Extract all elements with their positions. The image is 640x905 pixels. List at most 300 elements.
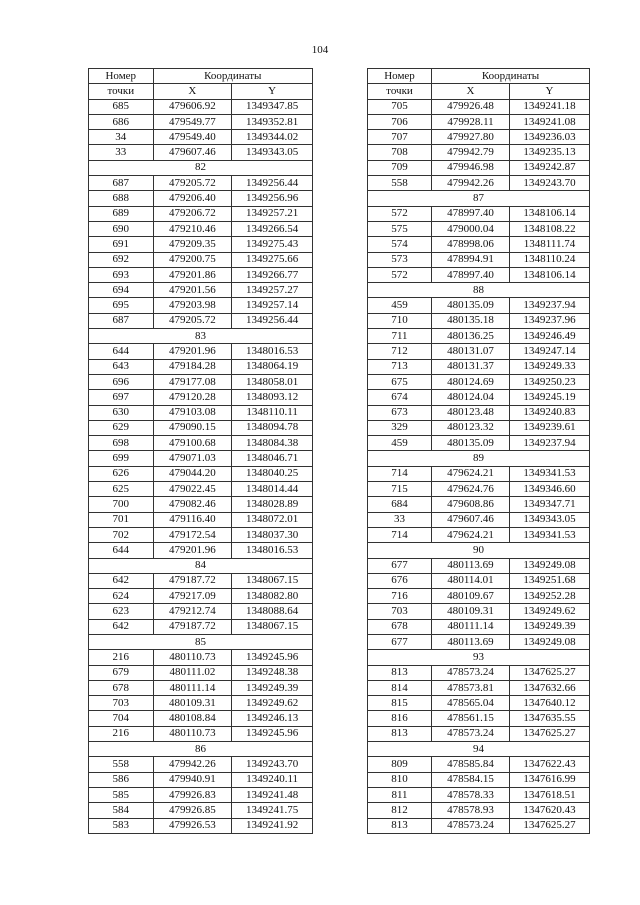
point-number-cell: 625	[89, 482, 154, 497]
point-number-cell: 677	[368, 634, 432, 649]
y-cell: 1349235.13	[510, 145, 590, 160]
point-number-cell: 675	[368, 374, 432, 389]
point-number-cell: 459	[368, 436, 432, 451]
table-row	[368, 558, 590, 573]
group-number: 82	[89, 160, 313, 175]
y-cell: 1349245.19	[510, 390, 590, 405]
table-row	[89, 237, 313, 252]
x-cell: 478997.40	[432, 206, 510, 221]
point-number-cell: 695	[89, 298, 154, 313]
y-cell: 1349249.62	[232, 696, 313, 711]
y-cell: 1349257.14	[232, 298, 313, 313]
x-cell: 479187.72	[153, 573, 232, 588]
group-number: 83	[89, 329, 313, 344]
x-cell: 480109.31	[153, 696, 232, 711]
table-row	[89, 420, 313, 435]
table-row	[89, 711, 313, 726]
point-number-cell: 689	[89, 206, 154, 221]
table-row	[89, 145, 313, 160]
table-row	[89, 573, 313, 588]
x-cell: 478578.33	[432, 787, 510, 802]
x-cell: 480114.01	[432, 573, 510, 588]
x-cell: 479607.46	[432, 512, 510, 527]
table-row	[89, 589, 313, 604]
group-header-row	[368, 191, 590, 206]
x-cell: 480131.07	[432, 344, 510, 359]
group-header-row	[368, 742, 590, 757]
table-row	[89, 726, 313, 741]
y-cell: 1349236.03	[510, 130, 590, 145]
y-cell: 1348016.53	[232, 344, 313, 359]
point-number-cell: 706	[368, 114, 432, 129]
x-cell: 479942.79	[432, 145, 510, 160]
x-cell: 480135.09	[432, 436, 510, 451]
table-row	[368, 99, 590, 114]
point-number-cell: 710	[368, 313, 432, 328]
x-cell: 479624.21	[432, 527, 510, 542]
table-row	[89, 267, 313, 282]
table-row	[89, 543, 313, 558]
group-number: 86	[89, 742, 313, 757]
point-number-cell: 572	[368, 267, 432, 282]
x-cell: 478573.24	[432, 726, 510, 741]
coordinates-header: Координаты	[432, 69, 590, 84]
table-row	[368, 329, 590, 344]
y-cell: 1347625.27	[510, 818, 590, 833]
x-cell: 479184.28	[153, 359, 232, 374]
point-number-cell: 813	[368, 726, 432, 741]
y-cell: 1348106.14	[510, 267, 590, 282]
x-cell: 479942.26	[432, 176, 510, 191]
y-cell: 1349241.75	[232, 803, 313, 818]
x-cell: 479200.75	[153, 252, 232, 267]
table-row	[89, 680, 313, 695]
point-number-cell: 642	[89, 573, 154, 588]
point-number-cell: 678	[368, 619, 432, 634]
table-row	[89, 696, 313, 711]
point-number-cell: 811	[368, 787, 432, 802]
y-cell: 1349249.62	[510, 604, 590, 619]
y-cell: 1348040.25	[232, 466, 313, 481]
table-row	[368, 252, 590, 267]
x-cell: 480111.14	[432, 619, 510, 634]
x-cell: 480123.32	[432, 420, 510, 435]
point-number-cell: 809	[368, 757, 432, 772]
y-cell: 1349249.08	[510, 634, 590, 649]
table-row	[368, 497, 590, 512]
y-cell: 1348094.78	[232, 420, 313, 435]
y-cell: 1348093.12	[232, 390, 313, 405]
table-row	[89, 130, 313, 145]
y-cell: 1347618.51	[510, 787, 590, 802]
group-header-row	[89, 160, 313, 175]
x-cell: 479926.53	[153, 818, 232, 833]
x-cell: 479942.26	[153, 757, 232, 772]
y-cell: 1347625.27	[510, 726, 590, 741]
y-cell: 1348014.44	[232, 482, 313, 497]
table-row	[368, 665, 590, 680]
x-cell: 478997.40	[432, 267, 510, 282]
group-header-row	[368, 283, 590, 298]
x-cell: 479205.72	[153, 176, 232, 191]
y-cell: 1349343.05	[510, 512, 590, 527]
point-number-cell: 33	[368, 512, 432, 527]
point-number-cell: 687	[89, 176, 154, 191]
table-row	[368, 344, 590, 359]
point-number-cell: 694	[89, 283, 154, 298]
table-row	[89, 390, 313, 405]
y-cell: 1348016.53	[232, 543, 313, 558]
x-cell: 479103.08	[153, 405, 232, 420]
point-number-cell: 677	[368, 558, 432, 573]
y-cell: 1348082.80	[232, 589, 313, 604]
x-cell: 479946.98	[432, 160, 510, 175]
table-row	[89, 451, 313, 466]
point-number-cell: 686	[89, 114, 154, 129]
table-row	[89, 787, 313, 802]
point-number-cell: 699	[89, 451, 154, 466]
point-number-cell: 585	[89, 787, 154, 802]
y-cell: 1348067.15	[232, 573, 313, 588]
y-header: Y	[510, 84, 590, 99]
table-row	[89, 99, 313, 114]
x-cell: 478994.91	[432, 252, 510, 267]
y-cell: 1349241.08	[510, 114, 590, 129]
table-row	[89, 298, 313, 313]
table-row	[89, 512, 313, 527]
table-row	[368, 237, 590, 252]
x-cell: 479624.76	[432, 482, 510, 497]
point-number-cell: 679	[89, 665, 154, 680]
y-cell: 1349246.49	[510, 329, 590, 344]
x-cell: 479206.40	[153, 191, 232, 206]
point-number-cell: 584	[89, 803, 154, 818]
x-cell: 479082.46	[153, 497, 232, 512]
point-number-cell: 700	[89, 497, 154, 512]
y-cell: 1349249.39	[510, 619, 590, 634]
x-cell: 480113.69	[432, 634, 510, 649]
table-row	[368, 527, 590, 542]
y-cell: 1349239.61	[510, 420, 590, 435]
table-row	[368, 160, 590, 175]
point-number-cell: 707	[368, 130, 432, 145]
point-number-cell: 558	[368, 176, 432, 191]
y-cell: 1349248.38	[232, 665, 313, 680]
y-cell: 1349346.60	[510, 482, 590, 497]
x-cell: 479926.48	[432, 99, 510, 114]
table-row	[89, 803, 313, 818]
table-row	[89, 772, 313, 787]
y-cell: 1349237.94	[510, 298, 590, 313]
table-row	[89, 344, 313, 359]
y-cell: 1349266.54	[232, 221, 313, 236]
x-cell: 478565.04	[432, 696, 510, 711]
point-number-cell: 216	[89, 726, 154, 741]
table-row	[368, 482, 590, 497]
x-cell: 478578.93	[432, 803, 510, 818]
y-cell: 1348088.64	[232, 604, 313, 619]
point-number-cell: 703	[368, 604, 432, 619]
group-number: 90	[368, 543, 590, 558]
y-cell: 1349240.83	[510, 405, 590, 420]
table-row	[368, 206, 590, 221]
point-number-cell: 676	[368, 573, 432, 588]
x-cell: 479203.98	[153, 298, 232, 313]
table-row	[368, 726, 590, 741]
x-cell: 480123.48	[432, 405, 510, 420]
table-row	[368, 772, 590, 787]
y-cell: 1349266.77	[232, 267, 313, 282]
point-number-header: Номер	[368, 69, 432, 84]
y-cell: 1348110.11	[232, 405, 313, 420]
y-cell: 1348110.24	[510, 252, 590, 267]
point-number-cell: 716	[368, 589, 432, 604]
y-cell: 1348111.74	[510, 237, 590, 252]
point-number-cell: 814	[368, 680, 432, 695]
y-cell: 1348067.15	[232, 619, 313, 634]
table-row	[368, 221, 590, 236]
table-row	[89, 665, 313, 680]
point-number-cell: 644	[89, 543, 154, 558]
table-row	[368, 298, 590, 313]
y-cell: 1348064.19	[232, 359, 313, 374]
y-header: Y	[232, 84, 313, 99]
point-number-cell: 558	[89, 757, 154, 772]
point-number-cell: 626	[89, 466, 154, 481]
x-cell: 479926.85	[153, 803, 232, 818]
group-number: 88	[368, 283, 590, 298]
table-row	[368, 604, 590, 619]
point-number-cell: 812	[368, 803, 432, 818]
x-cell: 479624.21	[432, 466, 510, 481]
x-cell: 478585.84	[432, 757, 510, 772]
x-cell: 479187.72	[153, 619, 232, 634]
y-cell: 1347625.27	[510, 665, 590, 680]
point-number-cell: 685	[89, 99, 154, 114]
y-cell: 1349347.85	[232, 99, 313, 114]
group-number: 85	[89, 634, 313, 649]
y-cell: 1349341.53	[510, 527, 590, 542]
table-row	[89, 283, 313, 298]
point-number-cell: 709	[368, 160, 432, 175]
y-cell: 1349246.13	[232, 711, 313, 726]
table-row	[89, 313, 313, 328]
y-cell: 1347616.99	[510, 772, 590, 787]
x-cell: 479201.56	[153, 283, 232, 298]
table-row	[368, 589, 590, 604]
x-cell: 480109.31	[432, 604, 510, 619]
point-number-cell: 573	[368, 252, 432, 267]
group-number: 87	[368, 191, 590, 206]
point-number-cell: 708	[368, 145, 432, 160]
y-cell: 1349245.96	[232, 726, 313, 741]
y-cell: 1349257.21	[232, 206, 313, 221]
y-cell: 1349247.14	[510, 344, 590, 359]
point-number-cell: 701	[89, 512, 154, 527]
x-cell: 479606.92	[153, 99, 232, 114]
table-row	[368, 130, 590, 145]
table-row	[89, 405, 313, 420]
group-header-row	[368, 543, 590, 558]
y-cell: 1348108.22	[510, 221, 590, 236]
point-number-cell: 704	[89, 711, 154, 726]
y-cell: 1347632.66	[510, 680, 590, 695]
table-row	[368, 145, 590, 160]
x-cell: 479926.83	[153, 787, 232, 802]
y-cell: 1349352.81	[232, 114, 313, 129]
x-cell: 479022.45	[153, 482, 232, 497]
x-cell: 480110.73	[153, 726, 232, 741]
x-cell: 479607.46	[153, 145, 232, 160]
table-row	[368, 696, 590, 711]
point-number-cell: 711	[368, 329, 432, 344]
x-cell: 480110.73	[153, 650, 232, 665]
group-number: 89	[368, 451, 590, 466]
y-cell: 1348072.01	[232, 512, 313, 527]
table-row	[89, 114, 313, 129]
point-number-cell: 684	[368, 497, 432, 512]
x-header: X	[153, 84, 232, 99]
table-row	[368, 619, 590, 634]
y-cell: 1349237.96	[510, 313, 590, 328]
y-cell: 1349240.11	[232, 772, 313, 787]
x-cell: 479940.91	[153, 772, 232, 787]
x-cell: 480131.37	[432, 359, 510, 374]
x-cell: 479116.40	[153, 512, 232, 527]
table-row	[368, 420, 590, 435]
group-number: 94	[368, 742, 590, 757]
y-cell: 1348084.38	[232, 436, 313, 451]
x-cell: 479090.15	[153, 420, 232, 435]
table-row	[89, 619, 313, 634]
y-cell: 1348028.89	[232, 497, 313, 512]
point-number-header: Номер	[89, 69, 154, 84]
table-row	[368, 374, 590, 389]
table-row	[89, 527, 313, 542]
y-cell: 1349347.71	[510, 497, 590, 512]
y-cell: 1347620.43	[510, 803, 590, 818]
x-cell: 479201.86	[153, 267, 232, 282]
x-cell: 479177.08	[153, 374, 232, 389]
point-number-cell: 705	[368, 99, 432, 114]
table-row	[368, 436, 590, 451]
y-cell: 1349251.68	[510, 573, 590, 588]
x-cell: 480135.09	[432, 298, 510, 313]
table-row	[89, 359, 313, 374]
point-number-cell: 687	[89, 313, 154, 328]
table-row	[89, 497, 313, 512]
point-number-cell: 630	[89, 405, 154, 420]
y-cell: 1348037.30	[232, 527, 313, 542]
group-header-row	[89, 742, 313, 757]
group-number: 93	[368, 650, 590, 665]
point-number-cell: 702	[89, 527, 154, 542]
y-cell: 1349249.33	[510, 359, 590, 374]
point-number-cell: 693	[89, 267, 154, 282]
table-row	[368, 803, 590, 818]
table-row	[89, 252, 313, 267]
table-row	[89, 191, 313, 206]
table-row	[368, 634, 590, 649]
y-cell: 1349256.44	[232, 176, 313, 191]
y-cell: 1349245.96	[232, 650, 313, 665]
point-number-cell: 673	[368, 405, 432, 420]
y-cell: 1347635.55	[510, 711, 590, 726]
group-number: 84	[89, 558, 313, 573]
table-row	[368, 313, 590, 328]
table-row	[368, 787, 590, 802]
y-cell: 1349243.70	[510, 176, 590, 191]
table-row	[89, 206, 313, 221]
x-cell: 480111.14	[153, 680, 232, 695]
table-row	[89, 604, 313, 619]
x-cell: 479608.86	[432, 497, 510, 512]
point-number-cell: 329	[368, 420, 432, 435]
point-number-cell: 690	[89, 221, 154, 236]
y-cell: 1349343.05	[232, 145, 313, 160]
x-cell: 479000.04	[432, 221, 510, 236]
point-number-cell: 816	[368, 711, 432, 726]
point-number-cell: 629	[89, 420, 154, 435]
point-number-cell: 714	[368, 527, 432, 542]
y-cell: 1349241.18	[510, 99, 590, 114]
x-cell: 478998.06	[432, 237, 510, 252]
table-row	[89, 818, 313, 833]
point-number-cell: 623	[89, 604, 154, 619]
point-number-cell: 583	[89, 818, 154, 833]
table-row	[89, 757, 313, 772]
x-cell: 479100.68	[153, 436, 232, 451]
group-header-row	[89, 558, 313, 573]
table-row	[368, 818, 590, 833]
table-row	[368, 359, 590, 374]
x-cell: 479172.54	[153, 527, 232, 542]
x-cell: 479927.80	[432, 130, 510, 145]
point-number-cell: 810	[368, 772, 432, 787]
x-cell: 480124.69	[432, 374, 510, 389]
x-cell: 479205.72	[153, 313, 232, 328]
x-cell: 480109.67	[432, 589, 510, 604]
x-cell: 478573.24	[432, 818, 510, 833]
x-cell: 479044.20	[153, 466, 232, 481]
point-number-cell: 713	[368, 359, 432, 374]
page-number: 104	[311, 44, 329, 56]
point-number-cell: 575	[368, 221, 432, 236]
y-cell: 1349341.53	[510, 466, 590, 481]
x-cell: 480113.69	[432, 558, 510, 573]
point-number-cell: 643	[89, 359, 154, 374]
y-cell: 1348046.71	[232, 451, 313, 466]
point-number-header-2: точки	[89, 84, 154, 99]
point-number-cell: 813	[368, 665, 432, 680]
y-cell: 1349275.66	[232, 252, 313, 267]
x-cell: 479071.03	[153, 451, 232, 466]
point-number-cell: 815	[368, 696, 432, 711]
x-cell: 479212.74	[153, 604, 232, 619]
x-cell: 479201.96	[153, 344, 232, 359]
point-number-cell: 644	[89, 344, 154, 359]
point-number-cell: 696	[89, 374, 154, 389]
y-cell: 1349250.23	[510, 374, 590, 389]
table-row	[89, 374, 313, 389]
y-cell: 1349243.70	[232, 757, 313, 772]
x-cell: 479201.96	[153, 543, 232, 558]
x-cell: 478561.15	[432, 711, 510, 726]
point-number-cell: 459	[368, 298, 432, 313]
y-cell: 1349256.96	[232, 191, 313, 206]
x-cell: 479210.46	[153, 221, 232, 236]
table-row	[89, 436, 313, 451]
